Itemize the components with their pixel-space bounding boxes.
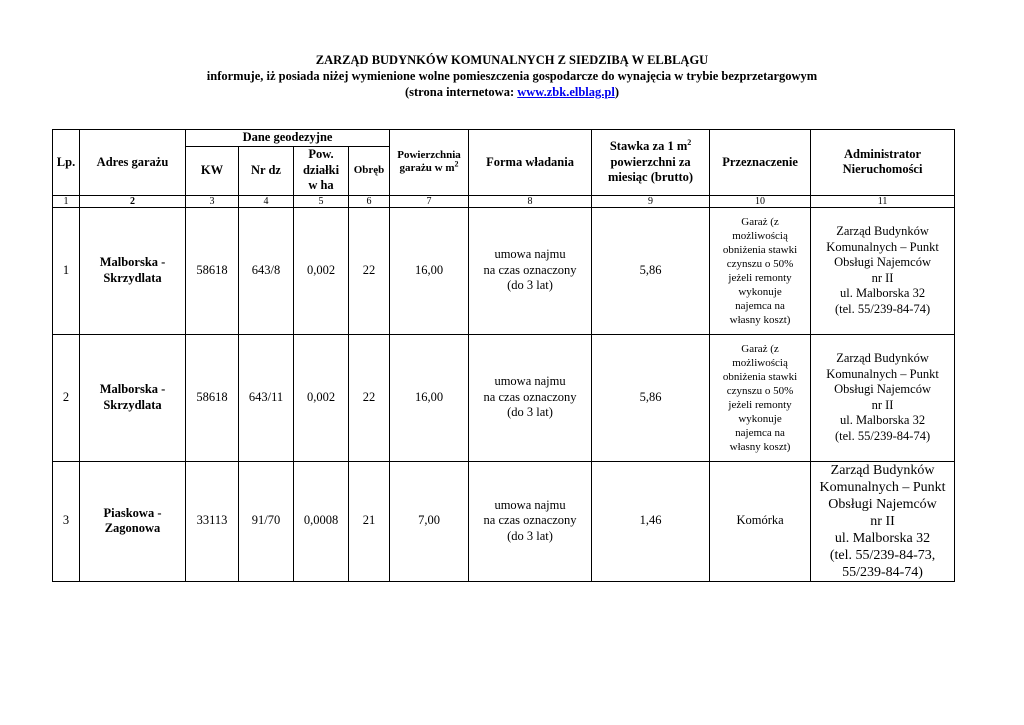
header-purpose: Przeznaczenie (710, 130, 811, 196)
cell-purpose: Garaż (z możliwością obniżenia stawki czynszu o 50% jeżeli remonty wykonuje najemca na własny koszt) (710, 207, 811, 334)
cell-purpose: Komórka (710, 461, 811, 581)
cell-obreb: 21 (349, 461, 390, 581)
cell-purpose: Garaż (z możliwością obniżenia stawki czynszu o 50% jeżeli remonty wykonuje najemca na własny koszt) (710, 334, 811, 461)
column-number: 1 (53, 195, 80, 207)
header-area: Powierzchnia garażu w $m^2$ (390, 130, 469, 196)
header-rate: Stawka za 1 $m^2$ powierzchni za miesiąc (brutto) (592, 130, 710, 196)
cell-pow: 0,002 (294, 334, 349, 461)
cell-area: 16,00 (390, 334, 469, 461)
header-pow: Pow. działki w ha (294, 146, 349, 195)
column-number: 7 (390, 195, 469, 207)
header-address: Adres garażu (80, 130, 186, 196)
column-number: 8 (469, 195, 592, 207)
column-number: 2 (80, 195, 186, 207)
column-number: 4 (239, 195, 294, 207)
website-line (0, 84, 1024, 100)
cell-address: Malborska - Skrzydlata (80, 207, 186, 334)
table-row (53, 207, 955, 334)
cell-lp: 2 (53, 334, 80, 461)
cell-nr-dz: 643/11 (239, 334, 294, 461)
cell-form: umowa najmu na czas oznaczony (do 3 lat) (469, 461, 592, 581)
cell-admin: Zarząd Budynków Komunalnych – Punkt Obsługi Najemców nr II ul. Malborska 32 (tel. 55/239-84-74) (811, 334, 955, 461)
cell-area: 16,00 (390, 207, 469, 334)
header-nr-dz: Nr dz (239, 146, 294, 195)
cell-kw: 33113 (186, 461, 239, 581)
cell-rate: 5,86 (592, 334, 710, 461)
cell-nr-dz: 91/70 (239, 461, 294, 581)
website-suffix: ) (614, 85, 619, 99)
cell-nr-dz: 643/8 (239, 207, 294, 334)
column-number: 6 (349, 195, 390, 207)
column-number-row (53, 195, 955, 207)
cell-pow: 0,0008 (294, 461, 349, 581)
cell-lp: 3 (53, 461, 80, 581)
cell-pow: 0,002 (294, 207, 349, 334)
cell-admin: Zarząd Budynków Komunalnych – Punkt Obsługi Najemców nr II ul. Malborska 32 (tel. 55/239-84-74) (811, 207, 955, 334)
column-number: 5 (294, 195, 349, 207)
document-header (0, 52, 1024, 100)
cell-rate: 5,86 (592, 207, 710, 334)
header-lp: Lp. (53, 130, 80, 196)
column-number: 11 (811, 195, 955, 207)
cell-address: Malborska - Skrzydlata (80, 334, 186, 461)
cell-address: Piaskowa - Zagonowa (80, 461, 186, 581)
garages-table (52, 129, 955, 582)
document-subtitle: informuje, iż posiada niżej wymienione wolne pomieszczenia gospodarcze do wynajęcia w trybie bezprzetargowym (206, 69, 818, 83)
column-number: 10 (710, 195, 811, 207)
cell-rate: 1,46 (592, 461, 710, 581)
header-kw: KW (186, 146, 239, 195)
cell-form: umowa najmu na czas oznaczony (do 3 lat) (469, 207, 592, 334)
cell-form: umowa najmu na czas oznaczony (do 3 lat) (469, 334, 592, 461)
cell-obreb: 22 (349, 207, 390, 334)
column-number: 3 (186, 195, 239, 207)
header-admin: Administrator Nieruchomości (811, 130, 955, 196)
website-link[interactable]: www.zbk.elblag.pl (517, 85, 615, 99)
cell-kw: 58618 (186, 207, 239, 334)
header-form: Forma władania (469, 130, 592, 196)
table-row (53, 334, 955, 461)
cell-area: 7,00 (390, 461, 469, 581)
website-prefix: (strona internetowa: (404, 85, 518, 99)
header-obreb: Obręb (349, 146, 390, 195)
cell-kw: 58618 (186, 334, 239, 461)
cell-lp: 1 (53, 207, 80, 334)
column-number: 9 (592, 195, 710, 207)
document-title: ZARZĄD BUDYNKÓW KOMUNALNYCH Z SIEDZIBĄ W ELBLĄGU (315, 53, 709, 67)
table-row (53, 461, 955, 581)
cell-obreb: 22 (349, 334, 390, 461)
header-geo-group: Dane geodezyjne (186, 130, 390, 147)
cell-admin: Zarząd Budynków Komunalnych – Punkt Obsługi Najemców nr II ul. Malborska 32 (tel. 55/239-84-73, 55/239-84-74) (811, 461, 955, 581)
